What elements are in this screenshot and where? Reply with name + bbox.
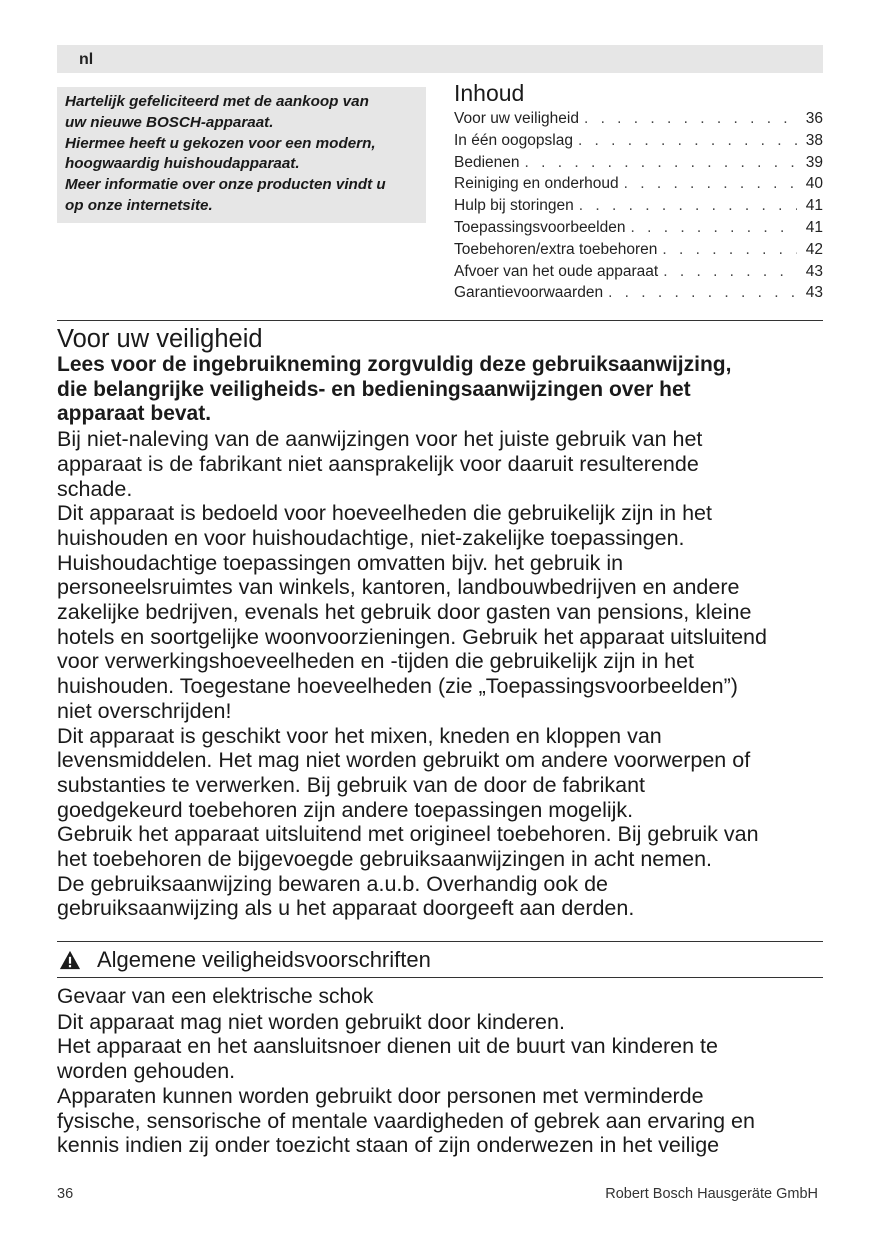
language-code: nl (79, 51, 94, 68)
toc-item (454, 239, 823, 261)
toc-item-label: Bedienen (454, 153, 520, 171)
toc-item-label: In één oogopslag (454, 131, 573, 149)
toc-item (454, 108, 823, 130)
body-line: fysische, sensorische of mentale vaardigheden of gebrek aan ervaring en (57, 1108, 755, 1133)
toc-item-page: 38 (805, 131, 823, 149)
body-line: gebruiksaanwijzing als u het apparaat doorgeeft aan derden. (57, 896, 635, 921)
intro-box (57, 87, 426, 223)
toc-leader (658, 261, 797, 283)
warning-divider-bottom (57, 977, 823, 978)
lead-line: apparaat bevat. (57, 402, 212, 426)
safety-section (57, 325, 823, 921)
toc-item-page: 41 (805, 197, 823, 215)
toc-leader (573, 130, 797, 152)
lead-paragraph (57, 353, 823, 427)
toc-item-label: Afvoer van het oude apparaat (454, 262, 659, 280)
intro-line: Meer informatie over onze producten vindt u (65, 176, 386, 194)
body-line: goedgekeurd toebehoren zijn andere toepassingen mogelijk. (57, 797, 634, 822)
intro-line: uw nieuwe BOSCH-apparaat. (65, 113, 274, 131)
toc-leader (619, 173, 797, 195)
toc-item-page: 43 (805, 284, 823, 302)
toc-leader (625, 217, 797, 239)
body-text (57, 427, 823, 921)
warning-heading (57, 942, 823, 978)
body-line: zakelijke bedrijven, evenals het gebruik door gasten van pensions, kleine (57, 600, 752, 625)
toc-item (454, 152, 823, 174)
toc-item (454, 282, 823, 304)
toc-item (454, 217, 823, 239)
body-line: worden gehouden. (57, 1059, 236, 1084)
body-line: personeelsruimtes van winkels, kantoren, landbouwbedrijven en andere (57, 575, 740, 600)
warning-triangle-icon (59, 949, 81, 971)
toc-item-label: Garantievoorwaarden (454, 284, 604, 302)
body-line: hotels en soortgelijke woonvoorzieningen. Gebruik het apparaat uitsluitend (57, 624, 767, 649)
toc-item-page: 36 (805, 110, 823, 127)
intro-line: Hartelijk gefeliciteerd met de aankoop van (65, 93, 369, 110)
company-name: Robert Bosch Hausgeräte GmbH (605, 1186, 818, 1202)
toc-item-label: Toebehoren/extra toebehoren (454, 240, 658, 258)
body-line: levensmiddelen. Het mag niet worden gebruikt om andere voorwerpen of (57, 748, 751, 773)
body-line: niet overschrijden! (57, 698, 232, 723)
lead-line: die belangrijke veiligheids- en bedieningsaanwijzingen over het (57, 377, 691, 401)
body-line: huishouden en voor huishoudachtige, niet-zakelijke toepassingen. (57, 525, 685, 550)
body-line: Dit apparaat mag niet worden gebruikt door kinderen. (57, 1009, 565, 1034)
body-line: Gebruik het apparaat uitsluitend met origineel toebehoren. Bij gebruik van (57, 822, 759, 847)
body-line: De gebruiksaanwijzing bewaren a.u.b. Overhandig ook de (57, 871, 608, 896)
toc-leader (579, 108, 797, 130)
toc-leader (574, 195, 797, 217)
body-line: Dit apparaat is bedoeld voor hoeveelheden die gebruikelijk zijn in het (57, 501, 712, 526)
table-of-contents (454, 79, 823, 304)
electric-shock-section (57, 985, 823, 1158)
toc-item-label: Voor uw veiligheid (454, 110, 579, 127)
lead-line: Lees voor de ingebruikneming zorgvuldig deze gebruiksaanwijzing, (57, 353, 732, 376)
body-line: Apparaten kunnen worden gebruikt door personen met verminderde (57, 1083, 704, 1108)
warning-title: Algemene veiligheidsvoorschriften (97, 947, 431, 972)
page-number: 36 (57, 1186, 74, 1202)
toc-item-label: Toepassingsvoorbeelden (454, 218, 626, 236)
toc-item-page: 40 (805, 175, 823, 193)
body-line: substanties te verwerken. Bij gebruik van de door de fabrikant (57, 772, 645, 797)
toc-item (454, 195, 823, 217)
toc-item (454, 261, 823, 283)
subsection-title: Gevaar van een elektrische schok (57, 985, 374, 1008)
intro-line: Hiermee heeft u gekozen voor een modern, (65, 134, 376, 152)
toc-item-page: 41 (805, 218, 823, 236)
toc-leader (603, 282, 797, 304)
body-line: schade. (57, 476, 133, 501)
body-line: apparaat is de fabrikant niet aansprakelijk voor daaruit resulterende (57, 451, 699, 476)
toc-leader (520, 152, 797, 174)
body-line: Huishoudachtige toepassingen omvatten bijv. het gebruik in (57, 550, 624, 575)
intro-line: op onze internetsite. (65, 196, 213, 214)
body-line: voor verwerkingshoeveelheden en -tijden die gebruikelijk zijn in het (57, 649, 695, 674)
body-line: Dit apparaat is geschikt voor het mixen, kneden en kloppen van (57, 723, 662, 748)
toc-item-page: 39 (805, 153, 823, 171)
body-line: Bij niet-naleving van de aanwijzingen voor het juiste gebruik van het (57, 427, 703, 452)
body-line: huishouden. Toegestane hoeveelheden (zie „Toepassingsvoorbeelden”) (57, 674, 738, 699)
toc-item-page: 42 (805, 240, 823, 258)
toc-item (454, 130, 823, 152)
section-title: Voor uw veiligheid (57, 325, 263, 353)
toc-item-label: Hulp bij storingen (454, 197, 574, 215)
toc-item-page: 43 (805, 262, 823, 280)
toc-item (454, 173, 823, 195)
toc-item-label: Reiniging en onderhoud (454, 175, 619, 193)
body-line: Het apparaat en het aansluitsnoer dienen uit de buurt van kinderen te (57, 1034, 718, 1059)
toc-leader (657, 239, 797, 261)
body-line: het toebehoren de bijgevoegde gebruiksaanwijzingen in acht nemen. (57, 847, 713, 872)
language-bar (57, 45, 823, 73)
intro-line: hoogwaardig huishoudapparaat. (65, 155, 300, 173)
body-text (57, 1010, 823, 1158)
section-divider (57, 320, 823, 321)
toc-title: Inhoud (454, 80, 525, 106)
body-line: kennis indien zij onder toezicht staan of zijn onderwezen in het veilige (57, 1133, 720, 1158)
